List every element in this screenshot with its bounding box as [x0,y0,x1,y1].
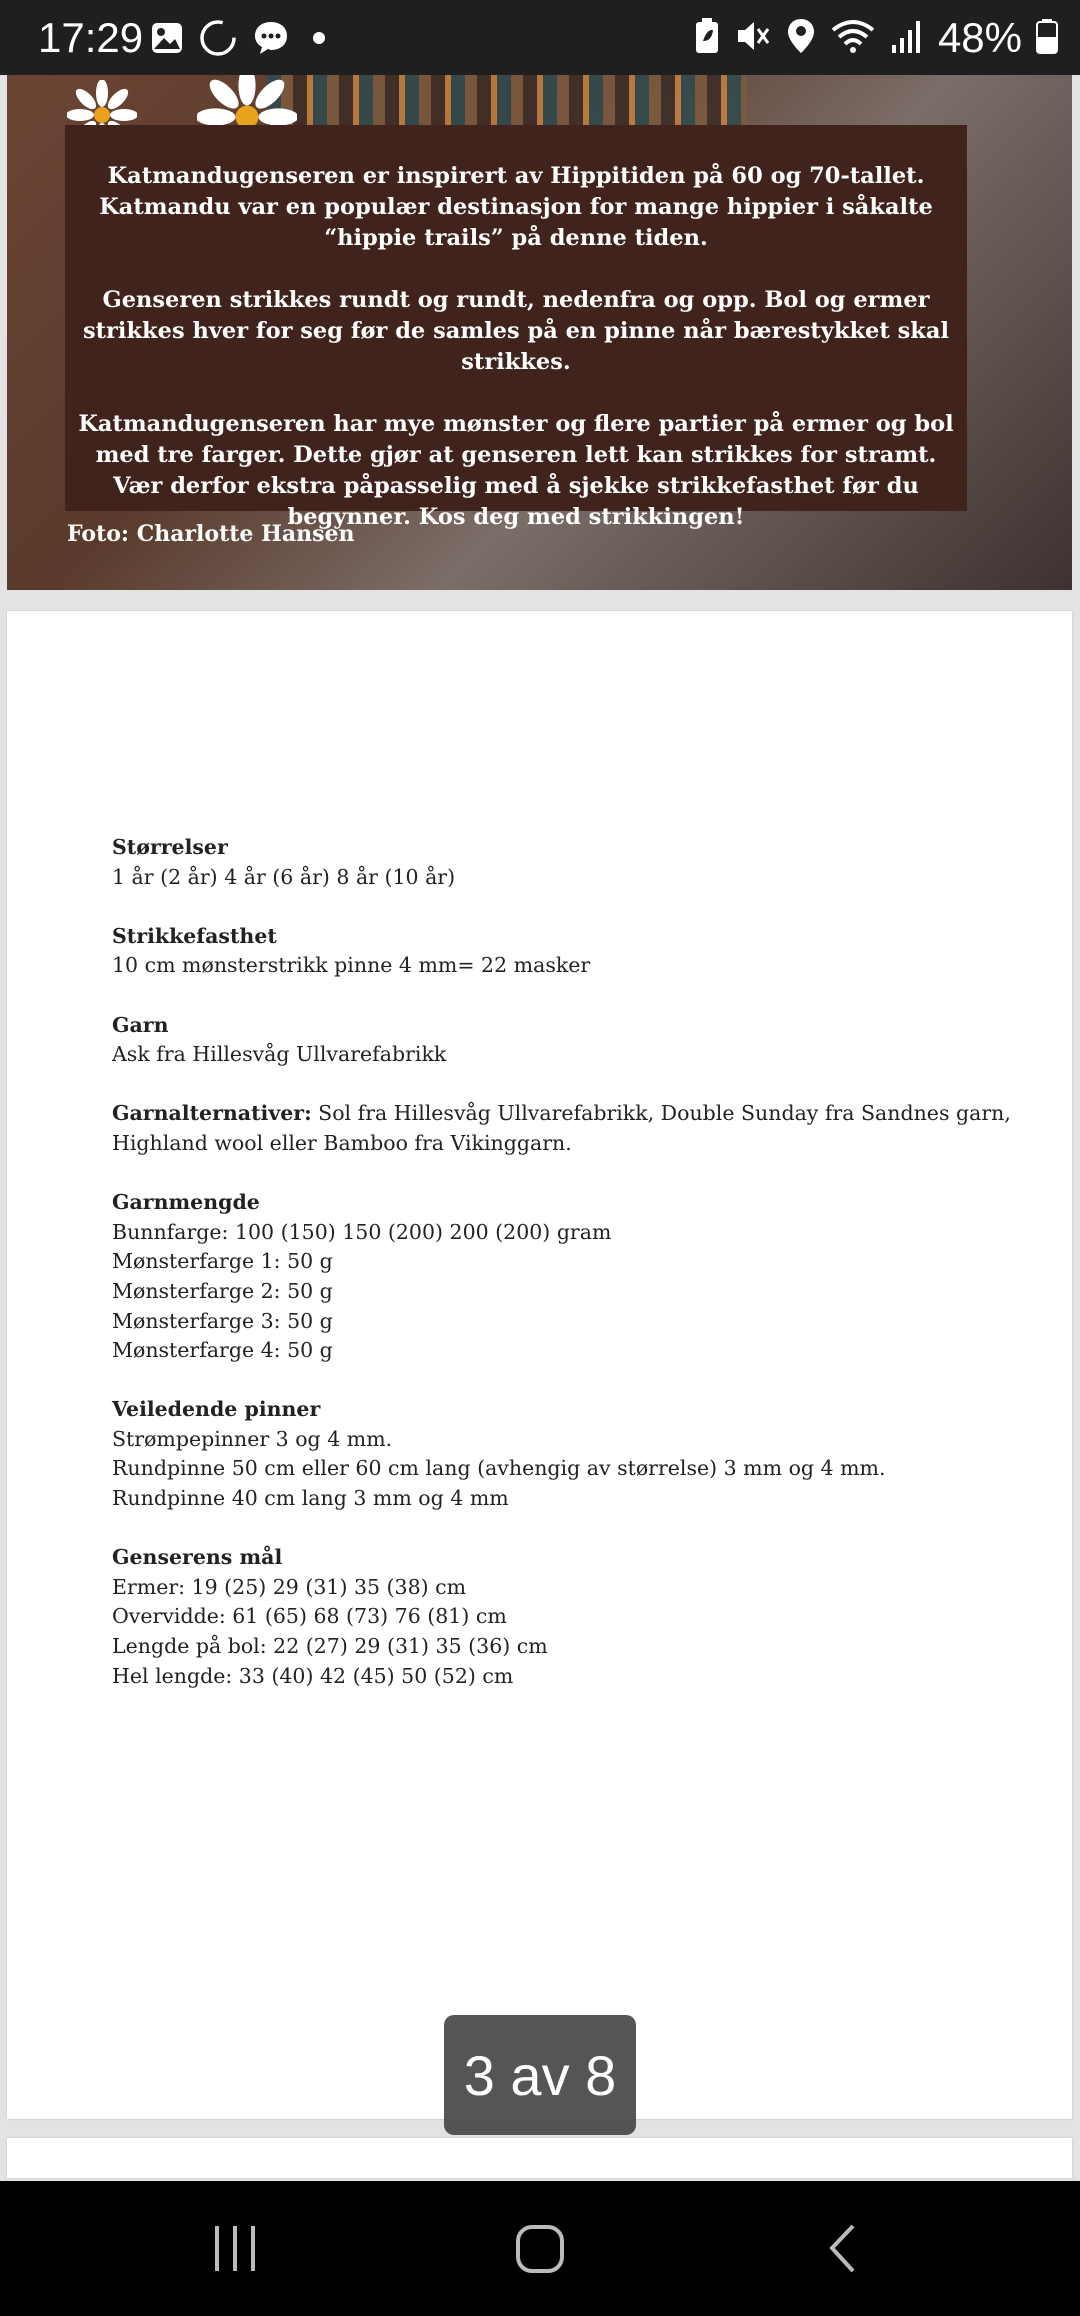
photo-credit: Foto: Charlotte Hansen [67,521,355,547]
section-line: Mønsterfarge 4: 50 g [112,1338,333,1363]
section-line: Highland wool eller Bamboo fra Vikinggarn. [112,1130,572,1155]
back-icon[interactable] [820,2221,865,2280]
section-heading: Garnalternativer: [112,1101,312,1126]
section-line: Lengde på bol: 22 (27) 29 (31) 35 (36) cm [112,1634,548,1659]
battery-saver-icon [694,17,720,60]
section-line: Ermer: 19 (25) 29 (31) 35 (38) cm [112,1574,467,1599]
intro-paragraph: Katmandugenseren har mye mønster og flere partier på ermer og bol med tre farger. Dette gjør at genseren lett kan strikkes for stramt. Vær derfor ekstra påpasselig med å sjekke strikkefasthet før du begynner. Kos deg med strikkingen! [78,411,954,530]
section-sizes [112,833,992,892]
section-heading: Genserens mål [112,1545,283,1570]
section-line: Hel lengde: 33 (40) 42 (45) 50 (52) cm [112,1663,514,1688]
navigation-bar [0,2181,1080,2316]
document-page-banner [7,75,1072,590]
battery-percent: 48% [937,14,1022,61]
mute-icon [734,17,772,60]
section-heading: Størrelser [112,835,228,859]
section-needles [112,1395,992,1513]
page-indicator: 3 av 8 [444,2015,636,2135]
section-line: Strømpepinner 3 og 4 mm. [112,1426,393,1451]
section-gauge [112,922,992,981]
intro-paragraph: Genseren strikkes rundt og rundt, nedenfra og opp. Bol og ermer strikkes hver for seg før de samles på en pinne når bærestykket skal strikkes. [83,287,949,375]
battery-icon [1036,18,1058,59]
section-line: Mønsterfarge 2: 50 g [112,1278,333,1303]
recent-apps-icon[interactable] [210,2221,260,2280]
section-heading: Veiledende pinner [112,1397,321,1422]
page-content [112,833,1011,1721]
section-line: Mønsterfarge 1: 50 g [112,1249,333,1274]
wifi-icon [830,17,876,60]
section-yarn-alternatives [112,1099,1011,1158]
intro-paragraph: Katmandugenseren er inspirert av Hippitiden på 60 og 70-tallet. Katmandu var en populær destinasjon for mange hippier i såkalte “hippie trails” på denne tiden. [99,163,933,251]
section-yarn [112,1011,992,1070]
section-line: 10 cm mønsterstrikk pinne 4 mm= 22 masker [112,953,591,978]
section-heading: Garnmengde [112,1190,260,1215]
section-line: 1 år (2 år) 4 år (6 år) 8 år (10 år) [112,864,456,889]
section-text: Sol fra Hillesvåg Ullvarefabrikk, Double Sunday fra Sandnes garn, [311,1101,1011,1126]
status-bar [0,0,1080,75]
intro-text-box [65,125,967,530]
section-line: Rundpinne 40 cm lang 3 mm og 4 mm [112,1486,509,1511]
section-line: Ask fra Hillesvåg Ullvarefabrikk [112,1042,447,1067]
section-yarn-amount [112,1188,992,1366]
next-document-page [7,2138,1072,2178]
section-line: Rundpinne 50 cm eller 60 cm lang (avhengig av størrelse) 3 mm og 4 mm. [112,1456,886,1481]
location-icon [786,17,816,60]
section-measurements [112,1543,992,1691]
signal-icon [890,17,924,60]
section-heading: Strikkefasthet [112,923,277,948]
section-line: Bunnfarge: 100 (150) 150 (200) 200 (200) gram [112,1219,612,1244]
gallery-icon [150,21,184,60]
document-page [7,611,1072,2119]
home-icon[interactable] [510,2221,570,2280]
loading-icon [198,18,238,63]
section-line: Overvidde: 61 (65) 68 (73) 76 (81) cm [112,1604,507,1629]
section-heading: Garn [112,1012,169,1037]
section-line: Mønsterfarge 3: 50 g [112,1308,333,1333]
clock: 17:29 [38,14,144,61]
dot-icon [304,23,334,58]
chat-icon [252,19,290,62]
